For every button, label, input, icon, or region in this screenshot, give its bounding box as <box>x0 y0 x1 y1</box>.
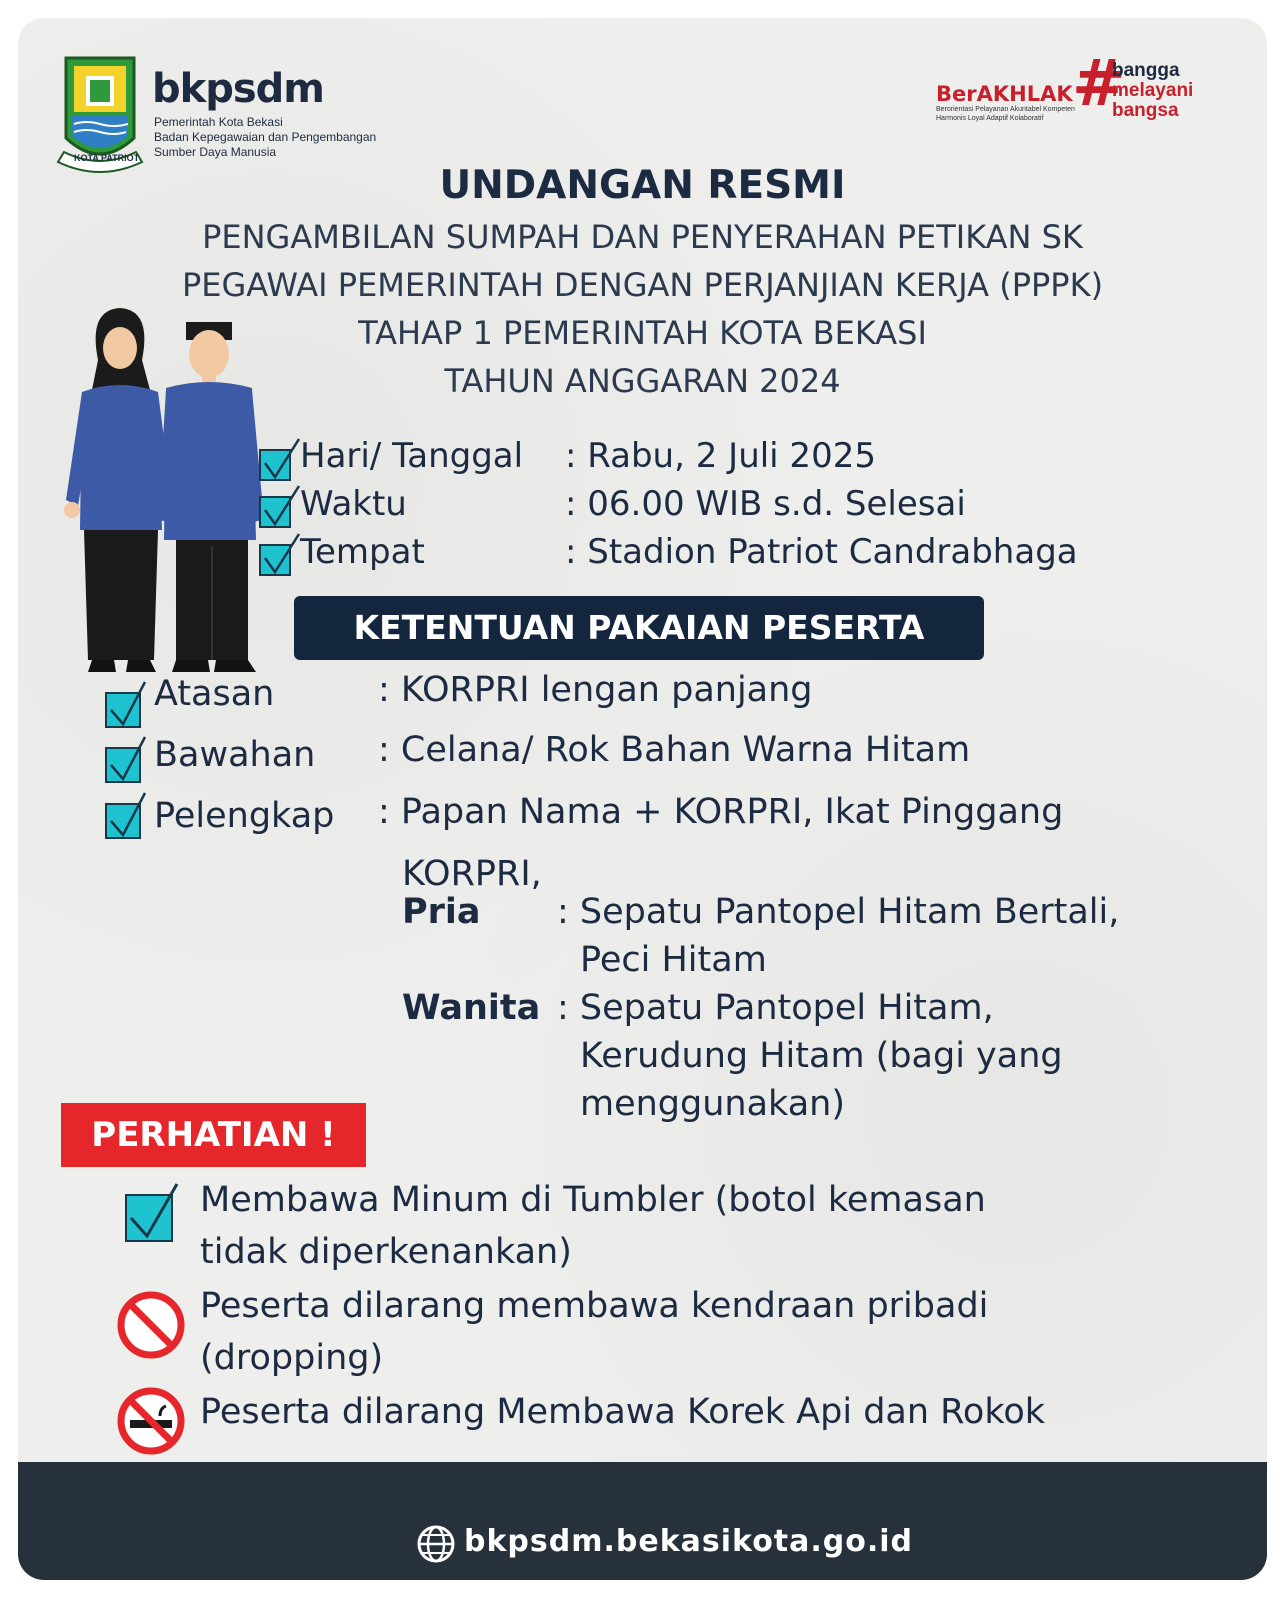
attention-heading: PERHATIAN ! <box>61 1103 366 1167</box>
dress-code-heading: KETENTUAN PAKAIAN PESERTA <box>294 596 984 660</box>
tagline-3: bangsa <box>1112 100 1179 121</box>
org-line-1: Pemerintah Kota Bekasi <box>154 115 283 129</box>
civil-servants-illustration <box>58 300 268 700</box>
dress-pelengkap-value: : Papan Nama + KORPRI, Ikat Pinggang <box>378 792 1064 832</box>
dress-pelengkap-label: Pelengkap <box>154 796 335 836</box>
no-smoking-icon <box>116 1386 186 1456</box>
event-place-value: : Stadion Patriot Candrabhaga <box>565 532 1078 572</box>
tagline-2: melayani <box>1112 80 1194 101</box>
invitation-card <box>18 18 1267 1580</box>
checkbox-icon <box>105 803 141 839</box>
checkbox-icon <box>259 449 291 481</box>
dress-pria-value-2: Peci Hitam <box>580 940 767 980</box>
dress-wanita-value-1: : Sepatu Pantopel Hitam, <box>557 988 994 1028</box>
tagline-hash: # <box>1072 47 1126 121</box>
org-line-3: Sumber Daya Manusia <box>154 145 277 159</box>
org-line-2: Badan Kepegawaian dan Pengembangan <box>154 130 377 144</box>
dress-wanita-value-2: Kerudung Hitam (bagi yang <box>580 1036 1063 1076</box>
globe-icon <box>416 1524 456 1564</box>
dress-atasan-label: Atasan <box>154 674 275 714</box>
attention-item-1-line-2: tidak diperkenankan) <box>200 1232 572 1272</box>
checkbox-icon <box>105 747 141 783</box>
seal-caption: KOTA PATRIOT <box>74 153 140 163</box>
prohibited-icon <box>116 1290 186 1360</box>
footer-bar <box>18 1462 1267 1580</box>
berakhlak-sub-1: Berorientasi Pelayanan Akuntabel Kompeten <box>936 106 1075 113</box>
event-place-label: Tempat <box>300 532 425 572</box>
berakhlak-logo: BerAKHLAK <box>936 82 1073 106</box>
attention-item-2-line-2: (dropping) <box>200 1338 384 1378</box>
org-name: bkpsdm <box>152 66 324 112</box>
dress-wanita-label: Wanita <box>402 988 541 1028</box>
dress-atasan-value: : KORPRI lengan panjang <box>378 670 813 710</box>
berakhlak-sub-2: Harmonis Loyal Adaptif Kolaboratif <box>936 115 1044 122</box>
event-time-label: Waktu <box>300 484 407 524</box>
event-time-value: : 06.00 WIB s.d. Selesai <box>565 484 966 524</box>
dress-wanita-value-3: menggunakan) <box>580 1084 845 1124</box>
subtitle-line-4: TAHUN ANGGARAN 2024 <box>444 362 841 400</box>
dress-bawahan-value: : Celana/ Rok Bahan Warna Hitam <box>378 730 971 770</box>
checkbox-icon <box>105 692 141 728</box>
footer-website-link[interactable]: bkpsdm.bekasikota.go.id <box>464 1524 914 1559</box>
subtitle-line-2: PEGAWAI PEMERINTAH DENGAN PERJANJIAN KERJA (PPPK) <box>181 266 1104 304</box>
dress-pria-value-1: : Sepatu Pantopel Hitam Bertali, <box>557 892 1120 932</box>
event-date-value: : Rabu, 2 Juli 2025 <box>565 436 876 476</box>
dress-bawahan-label: Bawahan <box>154 735 316 775</box>
dress-pelengkap-value-2: KORPRI, <box>402 854 542 894</box>
dress-pria-label: Pria <box>402 892 481 932</box>
page-title: UNDANGAN RESMI <box>439 163 846 208</box>
event-date-label: Hari/ Tanggal <box>300 436 524 476</box>
subtitle-line-3: TAHAP 1 PEMERINTAH KOTA BEKASI <box>358 314 927 352</box>
checkbox-icon <box>125 1194 173 1242</box>
checkbox-icon <box>259 496 291 528</box>
attention-item-2-line-1: Peserta dilarang membawa kendraan pribadi <box>200 1286 989 1326</box>
tagline-1: bangga <box>1112 60 1180 81</box>
attention-item-1-line-1: Membawa Minum di Tumbler (botol kemasan <box>200 1180 986 1220</box>
attention-item-3: Peserta dilarang Membawa Korek Api dan Rokok <box>200 1392 1046 1432</box>
checkbox-icon <box>259 544 291 576</box>
subtitle-line-1: PENGAMBILAN SUMPAH DAN PENYERAHAN PETIKAN SK <box>202 218 1083 256</box>
